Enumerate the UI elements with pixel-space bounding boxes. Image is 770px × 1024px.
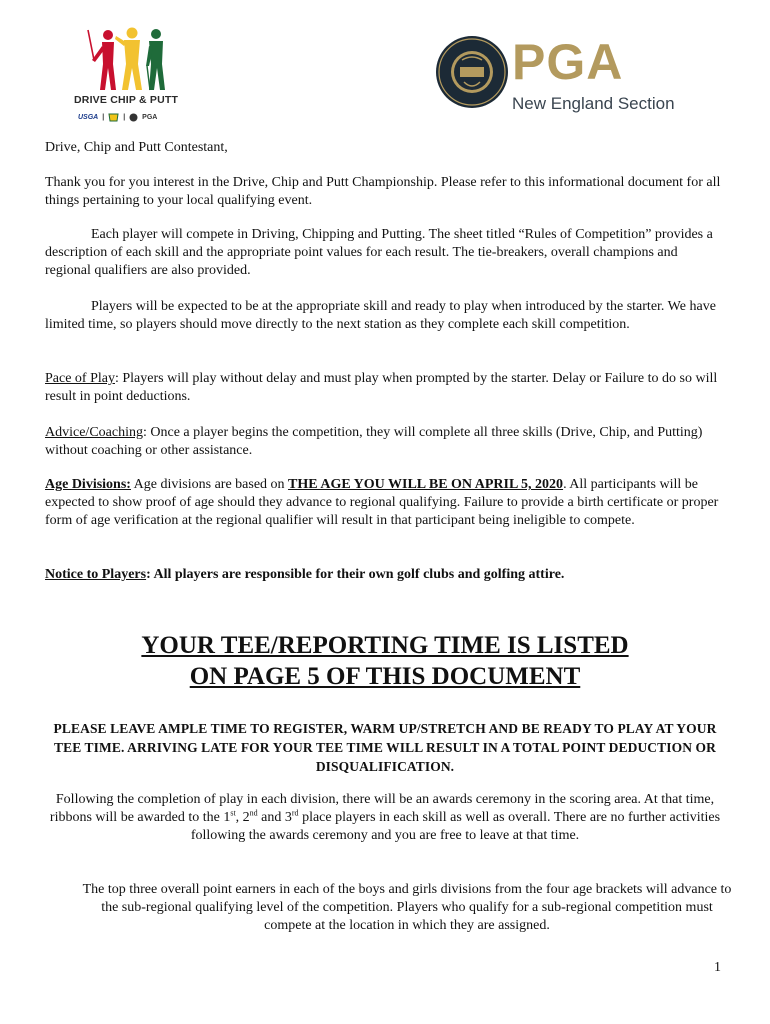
notice-paragraph: [45, 566, 725, 584]
awards-text: place players in each skill as well as overall. There are no further activities following the awards ceremony and you are free to leave at that time.: [190, 810, 721, 843]
awards-text: Following the completion of play in each division, there will be an awards ceremony in the scoring area. At that time, ribbons will be awarded to the 1: [49, 792, 715, 825]
masters-icon: [108, 112, 119, 123]
pga-seal-icon: [434, 34, 510, 110]
divider: |: [123, 114, 126, 121]
skills-paragraph: Each player will compete in Driving, Chipping and Putting. The sheet titled “Rules of Competition” provides a description of each skill and the appropriate point values for each result. The tie-breakers, overall champions and regional qualifiers are also provided.: [45, 227, 713, 278]
dcp-title: DRIVE CHIP & PUTT: [74, 94, 179, 106]
notice-label: Notice to Players: [45, 567, 147, 582]
pace-of-play-label: Pace of Play: [45, 371, 115, 386]
pga-seal-small-icon: [129, 113, 138, 122]
salutation: Drive, Chip and Putt Contestant,: [45, 140, 228, 155]
age-divisions-paragraph: [45, 476, 725, 530]
awards-text: , 2: [235, 810, 250, 825]
pga-section-name: New England Section: [512, 94, 675, 113]
advice-coaching-paragraph: [45, 424, 725, 460]
ordinal-suffix: st: [230, 808, 236, 818]
age-divisions-text-continued: . All participants will be expected to show proof of age should they advance to regional qualifying. Failure to provide a birth certificate or proper form of age verification at the regional qualifier will result in that participant being ineligible to compete.: [45, 477, 719, 528]
divider: |: [102, 114, 105, 121]
top-three-paragraph: The top three overall point earners in each of the boys and girls divisions from the four age brackets will advance to the sub-regional qualifying level of the competition. Players who qualify for a sub-regional competition must compete at the location in which they are assigned.: [82, 882, 732, 933]
arrival-warning: PLEASE LEAVE AMPLE TIME TO REGISTER, WARM UP/STRETCH AND BE READY TO PLAY AT YOUR TEE TIME. ARRIVING LATE FOR YOUR TEE TIME WILL RESULT IN A TOTAL POINT DEDUCTION OR DISQUALIFICATION.: [53, 721, 717, 774]
ordinal-suffix: rd: [291, 808, 299, 818]
golfer-figures-icon: [86, 26, 176, 92]
drive-chip-putt-logo: [74, 26, 194, 126]
age-divisions-text: Age divisions are based on: [130, 477, 289, 492]
pace-of-play-text: : Players will play without delay and must play when prompted by the starter. Delay or Failure to do so will result in point deductions.: [45, 371, 718, 404]
players-paragraph: Players will be expected to be at the appropriate skill and ready to play when introduced by the starter. We have limited time, so players should move directly to the next station as they complete each skill competition.: [45, 299, 716, 332]
advice-coaching-text: : Once a player begins the competition, they will complete all three skills (Drive, Chip, and Putting) without coaching or other assistance.: [45, 425, 703, 458]
awards-text: and 3: [257, 810, 292, 825]
intro-paragraph: Thank you for you interest in the Drive, Chip and Putt Championship. Please refer to this informational document for all things pertaining to your local qualifying event.: [45, 175, 721, 208]
tee-time-heading-line1: YOUR TEE/REPORTING TIME IS LISTED: [141, 632, 629, 659]
pace-of-play-paragraph: [45, 370, 725, 406]
page-number: 1: [714, 960, 721, 975]
pga-wordmark: PGA: [512, 34, 624, 90]
notice-text: : All players are responsible for their own golf clubs and golfing attire.: [146, 567, 565, 582]
age-divisions-label: Age Divisions:: [45, 477, 131, 492]
pga-new-england-logo: [434, 34, 704, 124]
awards-paragraph: [40, 791, 730, 845]
dcp-partners: [78, 112, 157, 123]
age-cutoff-date: THE AGE YOU WILL BE ON APRIL 5, 2020: [288, 477, 564, 492]
tee-time-heading-line2: ON PAGE 5 OF THIS DOCUMENT: [189, 663, 581, 690]
dcp-pga-label: PGA: [142, 114, 158, 121]
usga-label: USGA: [78, 114, 99, 121]
advice-coaching-label: Advice/Coaching: [45, 425, 143, 440]
tee-time-heading: [0, 630, 770, 692]
ordinal-suffix: nd: [249, 808, 258, 818]
